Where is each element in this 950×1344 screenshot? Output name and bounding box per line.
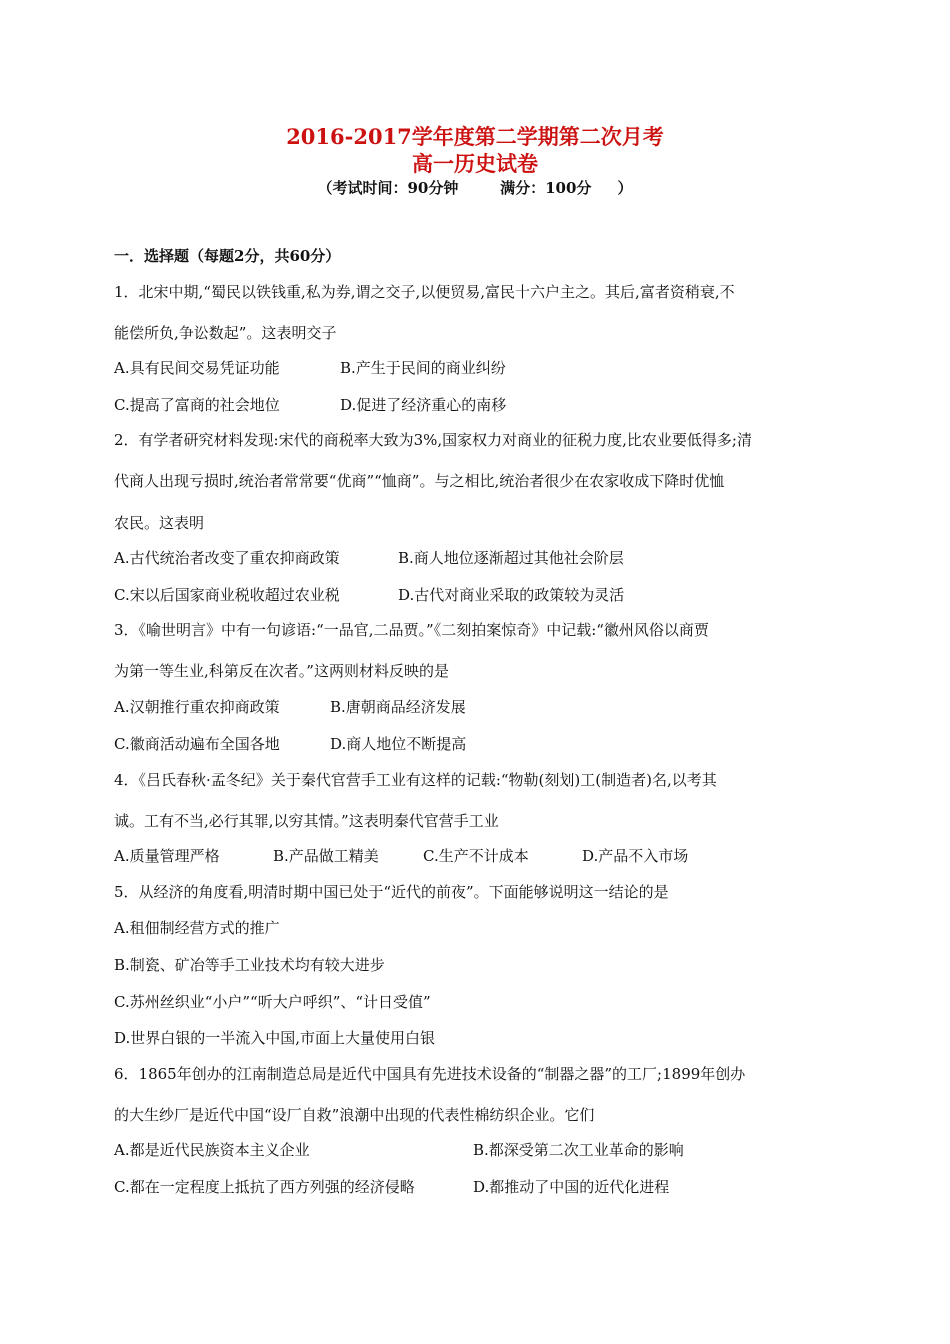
option-c: C.生产不计成本 <box>423 847 529 865</box>
option-d: D.产品不入市场 <box>582 847 689 865</box>
option-b: B.唐朝商品经济发展 <box>330 698 466 716</box>
option-d: D.促进了经济重心的南移 <box>340 396 507 414</box>
question-stem-line: 6．1865年创办的江南制造总局是近代中国具有先进技术设备的“制器之器”的工厂;1899年创办 <box>114 1065 746 1083</box>
option-d: D.都推动了中国的近代化进程 <box>473 1178 670 1196</box>
option-d: D.古代对商业采取的政策较为灵活 <box>398 586 625 604</box>
option-b: B.都深受第二次工业革命的影响 <box>473 1141 684 1159</box>
question-stem-line: 4．《吕氏春秋·孟冬纪》关于秦代官营手工业有这样的记载:“物勒(刻划)工(制造者)名,以考其 <box>114 771 717 789</box>
question-stem-line: 的大生纱厂是近代中国“设厂自救”浪潮中出现的代表性棉纺织企业。它们 <box>114 1106 595 1124</box>
option-a: A.质量管理严格 <box>114 847 220 865</box>
option-d: D.世界白银的一半流入中国,市面上大量使用白银 <box>114 1029 436 1047</box>
option-b: B.产生于民间的商业纠纷 <box>340 359 506 377</box>
question-stem-line: 能偿所负,争讼数起”。这表明交子 <box>114 324 337 342</box>
option-b: B.产品做工精美 <box>273 847 379 865</box>
exam-title-line2: 高一历史试卷 <box>412 151 538 176</box>
option-c: C.徽商活动遍布全国各地 <box>114 735 280 753</box>
option-c: C.宋以后国家商业税收超过农业税 <box>114 586 340 604</box>
exam-title-line1: 2016-2017学年度第二学期第二次月考 <box>286 124 664 149</box>
option-b: B.制瓷、矿冶等手工业技术均有较大进步 <box>114 956 385 974</box>
question-stem-line: 1．北宋中期,“蜀民以铁钱重,私为券,谓之交子,以便贸易,富民十六户主之。其后,富者资稍衰,不 <box>114 283 735 301</box>
question-stem-line: 2．有学者研究材料发现:宋代的商税率大致为3%,国家权力对商业的征税力度,比农业要低得多;清 <box>114 431 752 449</box>
section-heading: 一．选择题（每题2分，共60分） <box>114 247 341 265</box>
question-stem-line: 为第一等生业,科第反在次者。”这两则材料反映的是 <box>114 662 449 680</box>
option-d: D.商人地位不断提高 <box>330 735 467 753</box>
question-stem-line: 代商人出现亏损时,统治者常常要“优商”“恤商”。与之相比,统治者很少在农家收成下降时优恤 <box>114 472 725 490</box>
option-c: C.都在一定程度上抵抗了西方列强的经济侵略 <box>114 1178 415 1196</box>
option-b: B.商人地位逐渐超过其他社会阶层 <box>398 549 624 567</box>
exam-info: （考试时间：90分钟 满分：100分 ） <box>317 179 633 197</box>
option-c: C.苏州丝织业“小户”“听大户呼织”、“计日受值” <box>114 993 431 1011</box>
question-stem-line: 5．从经济的角度看,明清时期中国已处于“近代的前夜”。下面能够说明这一结论的是 <box>114 883 669 901</box>
question-stem-line: 农民。这表明 <box>114 514 205 532</box>
question-stem-line: 诚。工有不当,必行其罪,以穷其情。”这表明秦代官营手工业 <box>114 812 499 830</box>
option-a: A.租佃制经营方式的推广 <box>114 919 280 937</box>
option-a: A.都是近代民族资本主义企业 <box>114 1141 310 1159</box>
option-a: A.汉朝推行重农抑商政策 <box>114 698 280 716</box>
option-a: A.具有民间交易凭证功能 <box>114 359 280 377</box>
question-stem-line: 3．《喻世明言》中有一句谚语:“一品官,二品贾。”《二刻拍案惊奇》中记载:“徽州风俗以商贾 <box>114 621 709 639</box>
option-a: A.古代统治者改变了重农抑商政策 <box>114 549 340 567</box>
option-c: C.提高了富商的社会地位 <box>114 396 280 414</box>
